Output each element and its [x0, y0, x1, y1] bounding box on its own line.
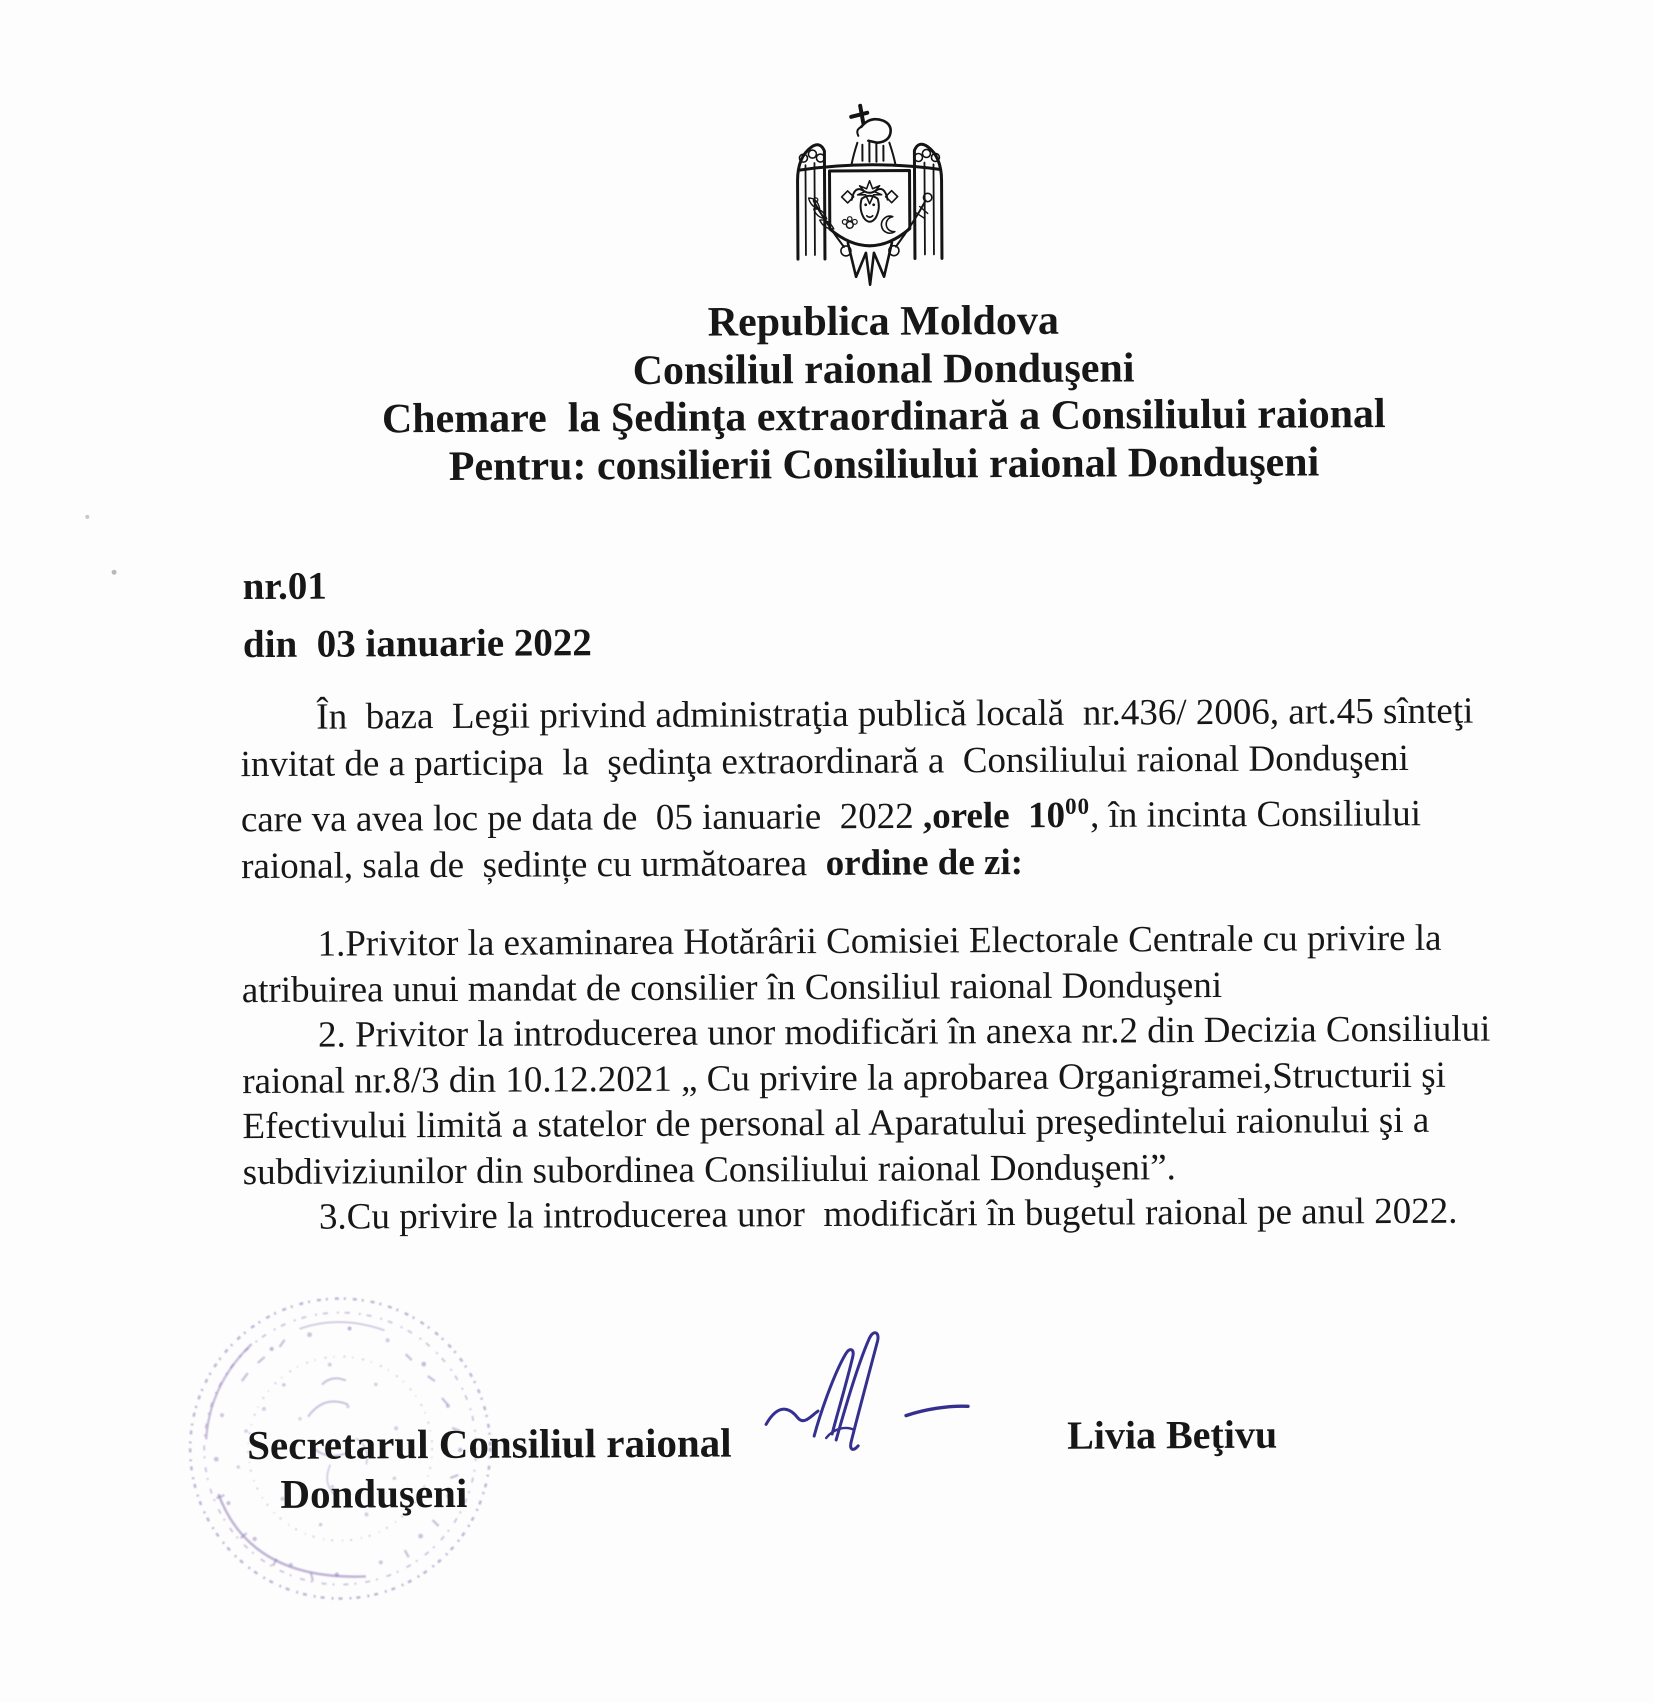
agenda-item-continuation: Efectivului limită a statelor de personal al Aparatului preşedintelui raionului şi a	[242, 1099, 1430, 1148]
moldova-coat-of-arms	[767, 100, 972, 289]
header-line-council: Consiliul raional Donduşeni	[632, 344, 1135, 394]
paragraph-line: invitat de a participa la şedinţa extraordinară a Consiliului raional Donduşeni	[240, 737, 1409, 785]
agenda-item: 2. Privitor la introducerea unor modificări în anexa nr.2 din Decizia Consiliului	[317, 1008, 1491, 1056]
paragraph-segment: raional, sala de ședințe cu următoarea	[241, 842, 826, 887]
agenda-item-continuation: raional nr.8/3 din 10.12.2021 „ Cu privire la aprobarea Organigramei,Structurii şi	[242, 1054, 1446, 1102]
agenda-item: 3.Cu privire la introducerea unor modificări în bugetul raional pe anul 2022.	[318, 1190, 1458, 1238]
signer-name: Livia Beţivu	[1067, 1411, 1278, 1458]
agenda-list	[241, 915, 1588, 1241]
header-line-audience: Pentru: consilierii Consiliului raional Donduşeni	[448, 438, 1320, 490]
paragraph-line	[241, 781, 1571, 844]
header-line-country: Republica Moldova	[707, 297, 1060, 346]
signer-role	[247, 1419, 732, 1520]
agenda-item-continuation: subdiviziunilor din subordinea Consiliului raional Donduşeni”.	[242, 1146, 1176, 1193]
agenda-item-continuation: atribuirea unui mandat de consilier în Consiliul raional Donduşeni	[241, 964, 1223, 1011]
scan-speck	[112, 570, 117, 575]
signer-role-line2: Donduşeni	[280, 1469, 468, 1517]
document-number: nr.01	[242, 564, 327, 609]
letter-header	[118, 295, 1649, 493]
agenda-lead-in-bold: ordine de zi:	[825, 841, 1024, 884]
paragraph-segment: care va avea loc pe data de 05 ianuarie 2022	[240, 795, 924, 841]
paragraph-line	[241, 837, 1571, 890]
signer-role-line1: Secretarul Consiliul raional	[247, 1419, 732, 1469]
header-line-subject: Chemare la Şedinţa extraordinară a Consiliului raional	[381, 391, 1386, 443]
handwritten-signature	[755, 1311, 1036, 1467]
document-date: din 03 ianuarie 2022	[242, 621, 592, 667]
paragraph-line: În baza Legii privind administraţia publică locală nr.436/ 2006, art.45 sînteţi	[316, 690, 1474, 738]
invitation-paragraph	[240, 688, 1571, 890]
agenda-item: 1.Privitor la examinarea Hotărârii Comisiei Electorale Centrale cu privire la	[317, 917, 1442, 965]
meeting-time-bold: ,orele 10	[922, 795, 1066, 837]
paragraph-segment: , în incinta Consiliului	[1089, 793, 1422, 836]
meeting-time-superscript: 00	[1065, 793, 1091, 819]
scan-speck	[85, 515, 89, 519]
